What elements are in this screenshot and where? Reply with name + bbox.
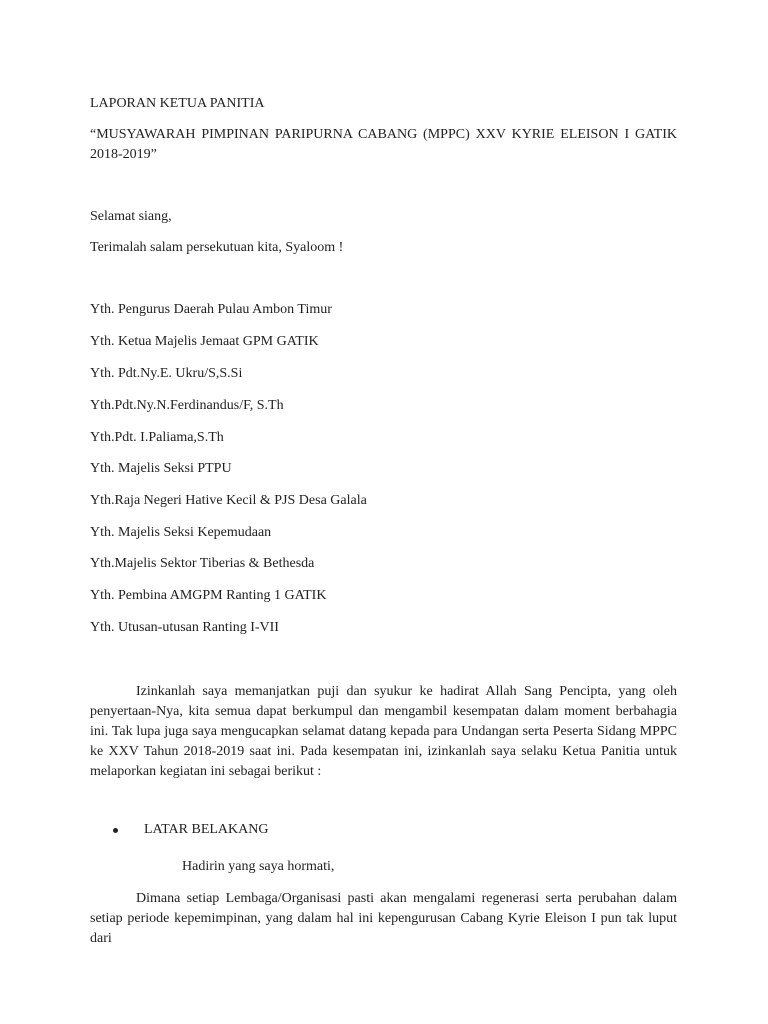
intro-paragraph: Izinkanlah saya memanjatkan puji dan syukur ke hadirat Allah Sang Pencipta, yang oleh penyertaan-Nya, kita semua dapat berkumpul dan mengambil kesempatan dalam moment berbahagia ini. Tak lupa juga saya mengucapkan selamat datang kepada para Undangan serta Peserta Sidang MPPC ke XXV Tahun 2018-2019 saat ini. Pada kesempatan ini, izinkanlah saya selaku Ketua Panitia untuk melaporkan kegiatan ini sebagai berikut : [90,684,677,779]
addressee-line: Yth. Ketua Majelis Jemaat GPM GATIK [90,334,319,349]
salam-line: Terimalah salam persekutuan kita, Syaloom ! [90,240,344,255]
hadirin-line: Hadirin yang saya hormati, [182,859,335,874]
addressee-line: Yth.Pdt. I.Paliama,S.Th [90,430,224,445]
addressee-line: Yth. Pdt.Ny.E. Ukru/S,S.Si [90,366,243,381]
section-bullet [113,820,268,840]
addressee-line: Yth. Majelis Seksi Kepemudaan [90,525,272,540]
event-title: “MUSYAWARAH PIMPINAN PARIPURNA CABANG (MPPC) XXV KYRIE ELEISON I GATIK 2018-2019” [90,127,677,162]
body-paragraph: Dimana setiap Lembaga/Organisasi pasti akan mengalami regenerasi serta perubahan dalam setiap periode kepemimpinan, yang dalam hal ini kepengurusan Cabang Kyrie Eleison I pun tak luput dari [90,891,677,946]
section-heading: LATAR BELAKANG [144,822,269,837]
report-title: LAPORAN KETUA PANITIA [90,96,265,111]
addressee-line: Yth. Pembina AMGPM Ranting 1 GATIK [90,588,327,603]
addressee-line: Yth. Utusan-utusan Ranting I-VII [90,620,279,635]
addressee-line: Yth.Majelis Sektor Tiberias & Bethesda [90,556,315,571]
bullet-icon [113,828,118,833]
addressee-line: Yth. Majelis Seksi PTPU [90,461,232,476]
addressee-line: Yth. Pengurus Daerah Pulau Ambon Timur [90,302,332,317]
greeting: Selamat siang, [90,209,172,224]
addressee-line: Yth.Pdt.Ny.N.Ferdinandus/F, S.Th [90,398,284,413]
addressee-line: Yth.Raja Negeri Hative Kecil & PJS Desa Galala [90,493,367,508]
